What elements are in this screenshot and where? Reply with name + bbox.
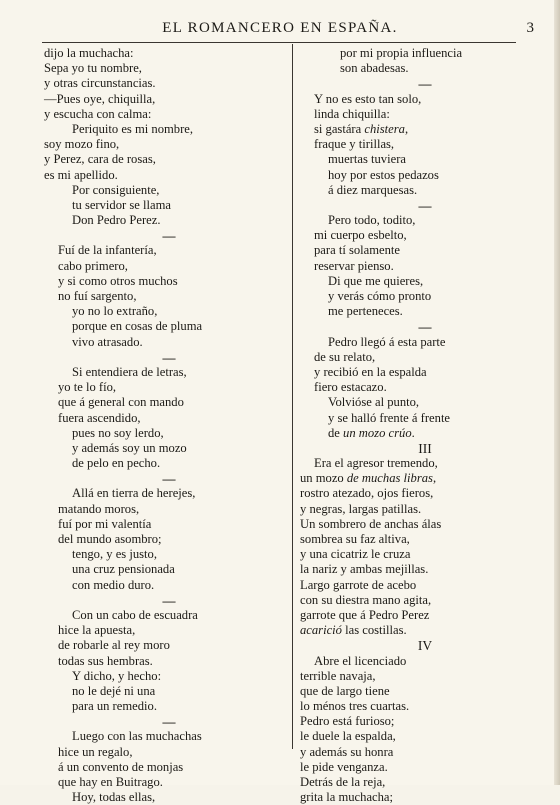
verse-line [300, 122, 550, 137]
verse-line: soy mozo fino, [44, 137, 120, 152]
verse-line: rostro atezado, ojos fieros, [300, 486, 434, 501]
verse-line: Periquito es mi nombre, [72, 121, 194, 136]
verse-line: Allá en tierra de herejes, [72, 486, 196, 501]
stanza-separator: — [418, 319, 432, 335]
verse-line: que de largo tiene [300, 683, 390, 698]
verse-line: Di que me quieres, [328, 273, 424, 288]
verse-line: por mi propia influencia [340, 46, 463, 60]
verse-line: fuí por mi valentía [58, 516, 152, 531]
verse-line: yo te lo fío, [58, 380, 117, 395]
verse-line: Largo garrote de acebo [300, 577, 417, 592]
verse-line: Con un cabo de escuadra [72, 607, 198, 622]
verse-text: si gastára [314, 121, 365, 136]
verse-line: y si como otros muchos [58, 273, 178, 288]
verse-line: tengo, y es justo, [72, 547, 158, 562]
verse-line [300, 426, 550, 441]
verse-line: Pedro llegó á esta parte [328, 334, 446, 349]
verse-line: de robarle al rey moro [58, 638, 170, 653]
verse-line: para tí solamente [314, 243, 401, 258]
verse-line: yo no lo extraño, [72, 304, 158, 319]
stanza-separator: — [162, 714, 176, 730]
verse-line: garrote que á Pedro Perez [300, 607, 430, 622]
left-column [44, 46, 294, 805]
verse-line: Sepa yo tu nombre, [44, 61, 142, 76]
verse-line: á un convento de monjas [58, 759, 184, 774]
verse-line: vivo atrasado. [72, 334, 143, 349]
verse-line: una cruz pensionada [72, 562, 175, 577]
header-rule [42, 42, 516, 43]
verse-line: y una cicatriz le cruza [300, 547, 411, 562]
verse-line: y verás cómo pronto [328, 289, 432, 303]
verse-line: hice un regalo, [58, 744, 133, 759]
italic-phrase: de muchas libras [346, 471, 433, 486]
verse-line: Don Pedro Perez. [72, 213, 161, 228]
verse-line: del mundo asombro; [58, 532, 162, 546]
verse-line: Hoy, todas ellas, [72, 790, 156, 805]
verse-line: y recibió en la espalda [314, 364, 427, 379]
verse-line: todas sus hembras. [58, 653, 153, 668]
verse-line: con medio duro. [72, 577, 155, 592]
verse-text: , [404, 121, 409, 136]
verse-line: Un sombrero de anchas álas [300, 516, 442, 531]
verse-line: Luego con las muchachas [72, 729, 202, 744]
verse-line: linda chiquilla: [314, 106, 390, 121]
verse-line [300, 623, 550, 638]
verse-line: de su relato, [314, 349, 376, 364]
stanza-separator: — [162, 592, 176, 608]
stanza-separator: — [418, 197, 432, 213]
verse-line: le duele la espalda, [300, 729, 396, 744]
verse-line: hice la apuesta, [58, 623, 136, 638]
verse-line: y además soy un mozo [72, 440, 187, 455]
verse-line: Era el agresor tremendo, [314, 456, 438, 471]
stanza-separator: — [162, 228, 176, 244]
verse-line: Y dicho, y hecho: [72, 668, 162, 683]
verse-line: pues no soy lerdo, [72, 425, 164, 440]
verse-line: fuera ascendido, [58, 410, 141, 425]
verse-line: y Perez, cara de rosas, [44, 152, 156, 167]
verse-text: , [432, 471, 437, 486]
verse-line: porque en cosas de pluma [72, 319, 203, 334]
verse-line: no le dejé ni una [72, 683, 156, 698]
verse-line: muertas tuviera [328, 152, 406, 167]
italic-phrase: chistera [364, 121, 405, 136]
verse-line: que hay en Buitrago. [58, 775, 163, 789]
running-head [0, 20, 560, 38]
verse-line: fraque y tirillas, [314, 137, 395, 152]
verse-line: terrible navaja, [300, 668, 376, 683]
verse-line: —Pues oye, chiquilla, [44, 91, 156, 106]
verse-line: Pedro está furioso; [300, 714, 395, 729]
verse-text: de [328, 425, 344, 440]
verse-line: reservar pienso. [314, 258, 394, 273]
italic-phrase: acarició [300, 623, 342, 638]
verse-line: hoy por estos pedazos [328, 167, 439, 182]
verse-line: fiero estacazo. [314, 380, 387, 395]
verse-line: Si entendiera de letras, [72, 364, 187, 379]
verse-line: sombrea su faz altiva, [300, 532, 410, 546]
verse-line: á diez marquesas. [328, 182, 418, 197]
verse-line: le pide venganza. [300, 759, 388, 774]
verse-line: y se halló frente á frente [328, 410, 451, 425]
verse-text: las costillas. [341, 623, 407, 638]
verse-text: un mozo [300, 471, 347, 486]
verse-line: la nariz y ambas mejillas. [300, 562, 429, 577]
verse-line: que á general con mando [58, 395, 184, 410]
running-title: EL ROMANCERO EN ESPAÑA. [162, 20, 398, 36]
verse-line: para un remedio. [72, 699, 157, 714]
verse-line: y además su honra [300, 744, 394, 759]
verse-line: y escucha con calma: [44, 106, 152, 121]
section-number: IV [417, 638, 433, 654]
page-edge-shadow [554, 0, 560, 785]
section-number: III [418, 440, 432, 456]
stanza-separator: — [418, 76, 432, 92]
verse-line: con su diestra mano agita, [300, 592, 432, 607]
verse-line: no fuí sargento, [58, 289, 137, 303]
page-number: 3 [526, 20, 534, 36]
verse-line: Y no es esto tan solo, [314, 91, 422, 106]
verse-line: dijo la muchacha: [44, 46, 134, 60]
verse-line: grita la muchacha; [300, 790, 394, 805]
verse-text: . [411, 425, 415, 440]
verse-line: lo ménos tres cuartas. [300, 699, 410, 714]
verse-line: y negras, largas patillas. [300, 501, 422, 516]
verse-line: y otras circunstancias. [44, 76, 156, 91]
stanza-separator: — [162, 471, 176, 487]
right-column [300, 46, 550, 805]
italic-phrase: un mozo crúo [343, 425, 412, 440]
verse-line: son abadesas. [340, 61, 409, 76]
verse-line: Abre el licenciado [314, 653, 407, 668]
stanza-separator: — [162, 349, 176, 365]
verse-line: me perteneces. [328, 304, 403, 319]
verse-line: Fuí de la infantería, [58, 243, 157, 258]
verse-line: cabo primero, [58, 258, 128, 273]
verse-line: de pelo en pecho. [72, 456, 161, 471]
verse-line: matando moros, [58, 501, 140, 516]
verse-line [300, 471, 550, 486]
verse-line: Pero todo, todito, [328, 213, 416, 228]
verse-line: Volvióse al punto, [328, 395, 420, 410]
verse-line: es mi apellido. [44, 167, 118, 182]
verse-line: Por consiguiente, [72, 182, 160, 197]
verse-line: Detrás de la reja, [300, 775, 386, 789]
verse-line: mi cuerpo esbelto, [314, 228, 407, 243]
verse-line: tu servidor se llama [72, 197, 171, 212]
